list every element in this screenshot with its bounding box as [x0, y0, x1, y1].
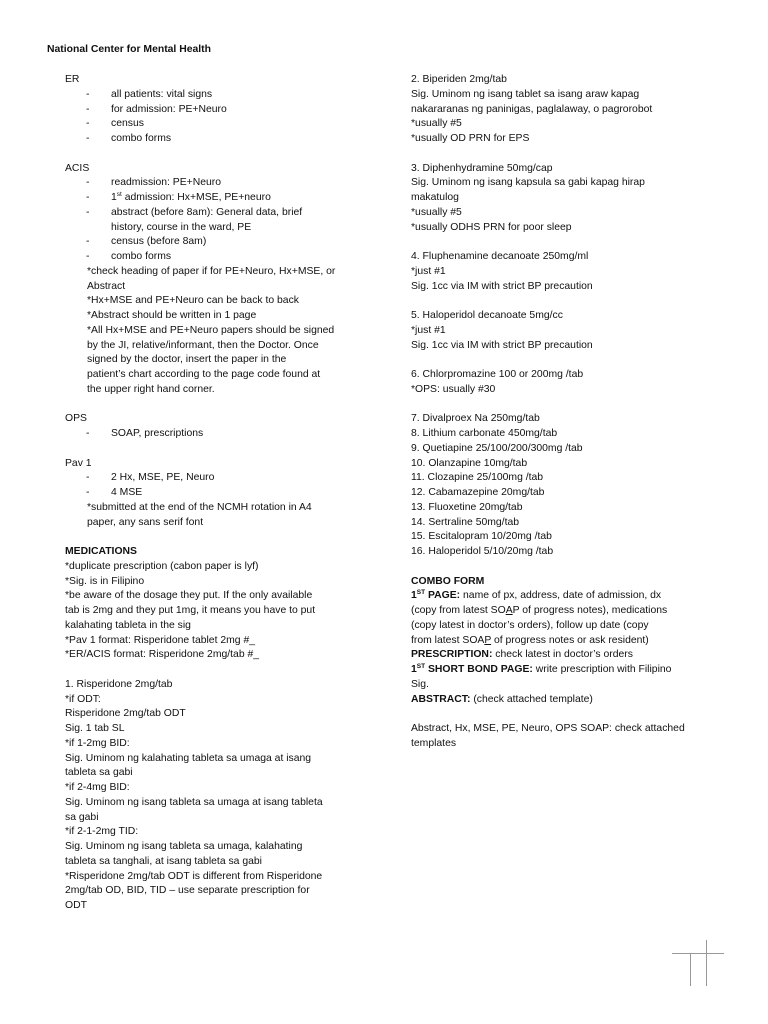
- prescription-label: PRESCRIPTION:: [411, 649, 493, 661]
- chlorpromazine-section: [411, 368, 716, 398]
- prescription-text: check latest in doctor’s orders: [492, 649, 633, 661]
- drug-line: *OPS: usually #30: [411, 383, 496, 395]
- note-line: by the JI, relative/informant, then the Doctor. Once: [87, 339, 319, 351]
- medication-note: *duplicate prescription (cabon paper is lyf): [65, 560, 259, 572]
- combo-first-page-cont: (copy latest in doctor’s orders), follow up date (copy: [411, 619, 649, 631]
- medication-note: *Sig. is in Filipino: [65, 575, 145, 587]
- drug-line: 2mg/tab OD, BID, TID – use separate prescription for: [65, 885, 310, 897]
- note-line: Abstract: [87, 280, 126, 292]
- acis-item: [65, 191, 375, 206]
- fluphenazine-section: [411, 250, 716, 294]
- er-item: - census: [65, 117, 375, 132]
- note-line: *Abstract should be written in 1 page: [87, 310, 257, 321]
- drug-line: nakararanas ng paninigas, paglalaway, o pagrorobot: [411, 103, 653, 115]
- combo-first-page-cont: (copy from latest SOAP of progress notes), medications: [411, 605, 668, 616]
- pav-heading: Pav 1: [65, 457, 92, 469]
- templates-note: templates: [411, 737, 457, 749]
- medications-notes: [65, 560, 375, 663]
- drug-line: *if 1-2mg BID:: [65, 737, 130, 749]
- drug-list-item: 15. Escitalopram 10/20mg /tab: [411, 531, 552, 543]
- drug-line: *just #1: [411, 265, 446, 277]
- medication-note: *Pav 1 format: Risperidone tablet 2mg #_: [65, 634, 256, 646]
- pav-note: paper, any sans serif font: [87, 516, 204, 528]
- medication-note: *be aware of the dosage they put. If the only available: [65, 590, 313, 602]
- er-item: - all patients: vital signs: [65, 88, 375, 103]
- drug-line: Sig. Uminom ng isang tableta sa umaga at isang tableta: [65, 796, 323, 808]
- drug-line: *usually #5: [411, 118, 462, 130]
- haloperidol-decanoate-section: [411, 309, 716, 353]
- combo-prescription: [411, 648, 716, 663]
- drug-list-item: 13. Fluoxetine 20mg/tab: [411, 501, 523, 513]
- note-line: *check heading of paper if for PE+Neuro, Hx+MSE, or: [87, 265, 336, 277]
- ordinal-suffix: st: [116, 191, 122, 198]
- medication-note: *ER/ACIS format: Risperidone 2mg/tab #_: [65, 649, 260, 661]
- combo-short-bond-cont: Sig.: [411, 678, 429, 690]
- acis-list: [65, 176, 375, 265]
- templates-note: Abstract, Hx, MSE, PE, Neuro, OPS SOAP: check attached: [411, 723, 685, 734]
- drug-line: *usually #5: [411, 206, 462, 218]
- medications-heading: MEDICATIONS: [65, 546, 137, 557]
- acis-item: - readmission: PE+Neuro: [65, 176, 375, 191]
- first-page-label: 1ST PAGE:: [411, 589, 461, 602]
- first-page-text: name of px, address, date of admission, dx: [460, 590, 662, 602]
- drug-list-item: 12. Cabamazepine 20mg/tab: [411, 487, 545, 498]
- drug-line: *Risperidone 2mg/tab ODT is different from Risperidone: [65, 870, 323, 882]
- drug-line: ODT: [65, 900, 87, 911]
- acis-item-continued: history, course in the ward, PE: [111, 221, 252, 233]
- drug-line: *if 2-4mg BID:: [65, 782, 130, 793]
- drug-list-item: 16. Haloperidol 5/10/20mg /tab: [411, 546, 554, 557]
- drug-line: 3. Diphenhydramine 50mg/cap: [411, 162, 553, 174]
- drug-line: makatulog: [411, 192, 459, 203]
- pav-note: *submitted at the end of the NCMH rotation in A4: [87, 501, 312, 513]
- drug-line: Sig. Uminom ng isang kapsula sa gabi kapag hirap: [411, 177, 645, 189]
- drug-line: *usually OD PRN for EPS: [411, 133, 530, 144]
- combo-form-section: [411, 575, 716, 752]
- combo-form-heading: COMBO FORM: [411, 575, 485, 587]
- drug-line: 1. Risperidone 2mg/tab: [65, 678, 173, 690]
- drug-line: Sig. 1 tab SL: [65, 723, 125, 734]
- drug-list-item: 8. Lithium carbonate 450mg/tab: [411, 428, 558, 439]
- drug-line: tableta sa tanghali, at isang tableta sa gabi: [65, 855, 262, 867]
- drug-line: *if 2-1-2mg TID:: [65, 826, 139, 838]
- combo-first-page-cont: from latest SOAP of progress notes or ask resident): [411, 634, 649, 646]
- medication-note: tab is 2mg and they put 1mg, it means you have to put: [65, 605, 316, 616]
- biperiden-section: [411, 73, 716, 147]
- drug-list: [411, 412, 716, 560]
- drug-line: Sig. 1cc via IM with strict BP precaution: [411, 280, 593, 292]
- drug-line: 2. Biperiden 2mg/tab: [411, 74, 507, 85]
- drug-line: *if ODT:: [65, 693, 101, 705]
- combo-first-page: [411, 589, 716, 604]
- er-item: - for admission: PE+Neuro: [65, 103, 375, 118]
- drug-list-item: 7. Divalproex Na 250mg/tab: [411, 413, 540, 425]
- acis-item: - combo forms: [65, 250, 375, 265]
- abstract-text: (check attached template): [470, 693, 593, 705]
- short-bond-text: write prescription with Filipino: [532, 664, 672, 675]
- acis-heading: ACIS: [65, 162, 90, 174]
- left-column: [65, 73, 375, 914]
- er-heading: ER: [65, 74, 80, 85]
- drug-line: 6. Chlorpromazine 100 or 200mg /tab: [411, 369, 584, 380]
- diphenhydramine-section: [411, 162, 716, 236]
- er-list: [65, 88, 375, 147]
- combo-abstract: [411, 693, 716, 708]
- drug-line: Sig. Uminom ng kalahating tableta sa umaga at isang: [65, 752, 312, 764]
- right-column: [411, 73, 716, 752]
- risperidone-section: [65, 678, 375, 914]
- note-line: patient’s chart according to the page code found at: [87, 369, 321, 380]
- ops-item: - SOAP, prescriptions: [65, 427, 375, 442]
- note-line: the upper right hand corner.: [87, 383, 215, 395]
- drug-line: tableta sa gabi: [65, 767, 133, 779]
- drug-list-item: 10. Olanzapine 10mg/tab: [411, 457, 528, 469]
- page-title: National Center for Mental Health: [47, 44, 211, 55]
- drug-line: 5. Haloperidol decanoate 5mg/cc: [411, 310, 563, 321]
- drug-line: Sig. Uminom ng isang tablet sa isang araw kapag: [411, 88, 640, 100]
- acis-item-text: admission: Hx+MSE, PE+neuro: [121, 192, 271, 203]
- drug-line: Sig. Uminom ng isang tableta sa umaga, kalahating: [65, 841, 303, 852]
- ordinal-number: 1: [111, 192, 117, 203]
- ops-heading: OPS: [65, 413, 87, 425]
- drug-line: sa gabi: [65, 811, 99, 823]
- drug-line: 4. Fluphenamine decanoate 250mg/ml: [411, 251, 589, 262]
- drug-list-item: 14. Sertraline 50mg/tab: [411, 516, 520, 528]
- medication-note: kalahating tableta in the sig: [65, 619, 191, 631]
- acis-notes: [65, 265, 375, 398]
- combo-short-bond: [411, 663, 716, 678]
- pav-item: - 2 Hx, MSE, PE, Neuro: [65, 471, 375, 486]
- abstract-label: ABSTRACT:: [411, 693, 471, 705]
- drug-line: Sig. 1cc via IM with strict BP precaution: [411, 339, 593, 351]
- drug-line: *usually ODHS PRN for poor sleep: [411, 221, 572, 233]
- acis-item: - census (before 8am): [65, 235, 375, 250]
- acis-item: - abstract (before 8am): General data, brief: [65, 206, 375, 221]
- drug-line: Risperidone 2mg/tab ODT: [65, 708, 186, 720]
- short-bond-label: 1ST SHORT BOND PAGE:: [411, 663, 533, 675]
- note-line: *Hx+MSE and PE+Neuro can be back to back: [87, 295, 299, 307]
- drug-list-item: 11. Clozapine 25/100mg /tab: [411, 472, 544, 484]
- drug-line: *just #1: [411, 324, 446, 336]
- note-line: signed by the doctor, insert the paper in the: [87, 354, 287, 366]
- page-corner-mark: [672, 940, 724, 986]
- note-line: *All Hx+MSE and PE+Neuro papers should be signed: [87, 324, 335, 336]
- drug-list-item: 9. Quetiapine 25/100/200/300mg /tab: [411, 442, 583, 454]
- er-item: - combo forms: [65, 132, 375, 147]
- pav-item: - 4 MSE: [65, 486, 375, 501]
